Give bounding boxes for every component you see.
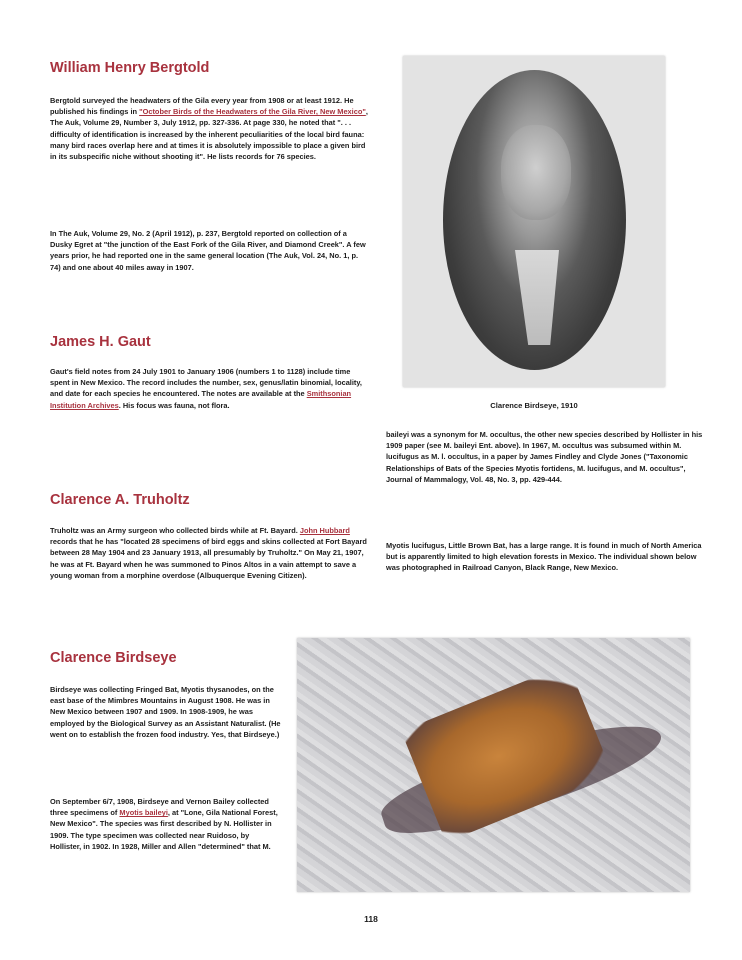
paragraph-bergtold-2: In The Auk, Volume 29, No. 2 (April 1912), p. 237, Bergtold reported on collection of a Dusky Egret at "the junction of the East Fork of the Gila River, and Diamond Creek". A few years prior, he had reported one in the same general location (The Auk, Vol. 24, No. 1, p. 74) and one about 40 miles away in 1907.: [50, 229, 366, 272]
paragraph-gaut: [50, 366, 368, 411]
paragraph-birdseye-1: Birdseye was collecting Fringed Bat, Myotis thysanodes, on the east base of the Mimbres Mountains in August 1908. He was in New Mexico between 1907 and 1909. In 1908-1909, he was employed by the Biological Survey as an Assistant Naturalist. (He went on to establish the frozen food industry. Yes, that Birdseye.): [50, 685, 281, 739]
text: Truholtz was an Army surgeon who collected birds while at Ft. Bayard.: [50, 526, 300, 535]
paragraph-continued-2: Myotis lucifugus, Little Brown Bat, has a large range. It is found in much of North America but is apparently limited to high elevation forests in Mexico. The individual shown below was photographed in Railroad Canyon, Black Range, New Mexico.: [386, 541, 702, 573]
link-october-birds[interactable]: "October Birds of the Headwaters of the Gila River, New Mexico": [139, 107, 366, 117]
bat-photo: [297, 638, 690, 892]
text: . His focus was fauna, not flora.: [118, 400, 230, 410]
portrait-photo: [403, 56, 665, 387]
heading-gaut: James H. Gaut: [50, 334, 151, 350]
heading-bergtold: William Henry Bergtold: [50, 60, 210, 76]
text: Bergtold surveyed the headwaters of the Gila every year from 1908 or at least 1912. He published his findings in: [50, 96, 354, 117]
paragraph-truholtz: [50, 525, 368, 581]
text: , The Auk, Volume 29, Number 3, July 1912, pp. 327-336. At page 330, he noted that ". . . difficulty of identification is increased by the inherent peculiarities of the local bird fauna: many bird races overlap here and at times it is absolutely impossible to place a given bird in its subspecific niche without shooting it". He lists records for 76 species.: [50, 107, 368, 162]
paragraph-continued-1: baileyi was a synonym for M. occultus, the other new species described by Hollister in his 1909 paper (see M. baileyi Ent. above). In 1967, M. occultus was subsumed within M. lucifugus as M. l. occultus, in a paper by James Findley and Clyde Jones ("Taxonomic Relationships of Bats of the Species Myotis fortidens, M. lucifugus, and M. occultus", Journal of Mammalogy, Vol. 48, No. 3, pp. 429-444.: [386, 430, 703, 484]
link-john-hubbard[interactable]: John Hubbard: [299, 526, 350, 535]
heading-truholtz: Clarence A. Truholtz: [50, 492, 190, 508]
portrait-caption: Clarence Birdseye, 1910: [490, 401, 578, 410]
heading-birdseye: Clarence Birdseye: [50, 650, 177, 666]
paragraph-birdseye-2: [50, 796, 282, 852]
portrait-collar: [515, 250, 559, 345]
text: records that he has "located 28 specimens of bird eggs and skins collected at Fort Bayard between 28 May 1904 and 23 January 1913, all presumably by Truholtz." On May 21, 1907, he was at Ft. Bayard when he was summoned to Pinos Altos in a vain attempt to save a young woman from a morphine overdose (Albuquerque Evening Citizen).: [50, 537, 367, 580]
text: , at "Lone, Gila National Forest, New Mexico". The species was first described by N. Hollister in 1909. The type specimen was collected near Ruidoso, by Hollister, in 1902. In 1928, Miller and Allen "determined" that M.: [50, 808, 278, 851]
link-myotis-baileyi[interactable]: Myotis baileyi: [119, 808, 168, 818]
paragraph-bergtold-1: [50, 95, 368, 162]
text: Gaut's field notes from 24 July 1901 to January 1906 (numbers 1 to 1128) include time spent in New Mexico. The record includes the number, sex, genus/latin binomial, locality, and date for each species he encountered. The notes are available at the: [50, 367, 362, 399]
link-smithsonian-archives[interactable]: Smithsonian Institution Archives: [50, 389, 352, 410]
page-number: 118: [364, 914, 378, 924]
portrait-face: [501, 125, 571, 220]
portrait-oval: [443, 70, 626, 370]
text: On September 6/7, 1908, Birdseye and Vernon Bailey collected three specimens of: [50, 797, 269, 818]
